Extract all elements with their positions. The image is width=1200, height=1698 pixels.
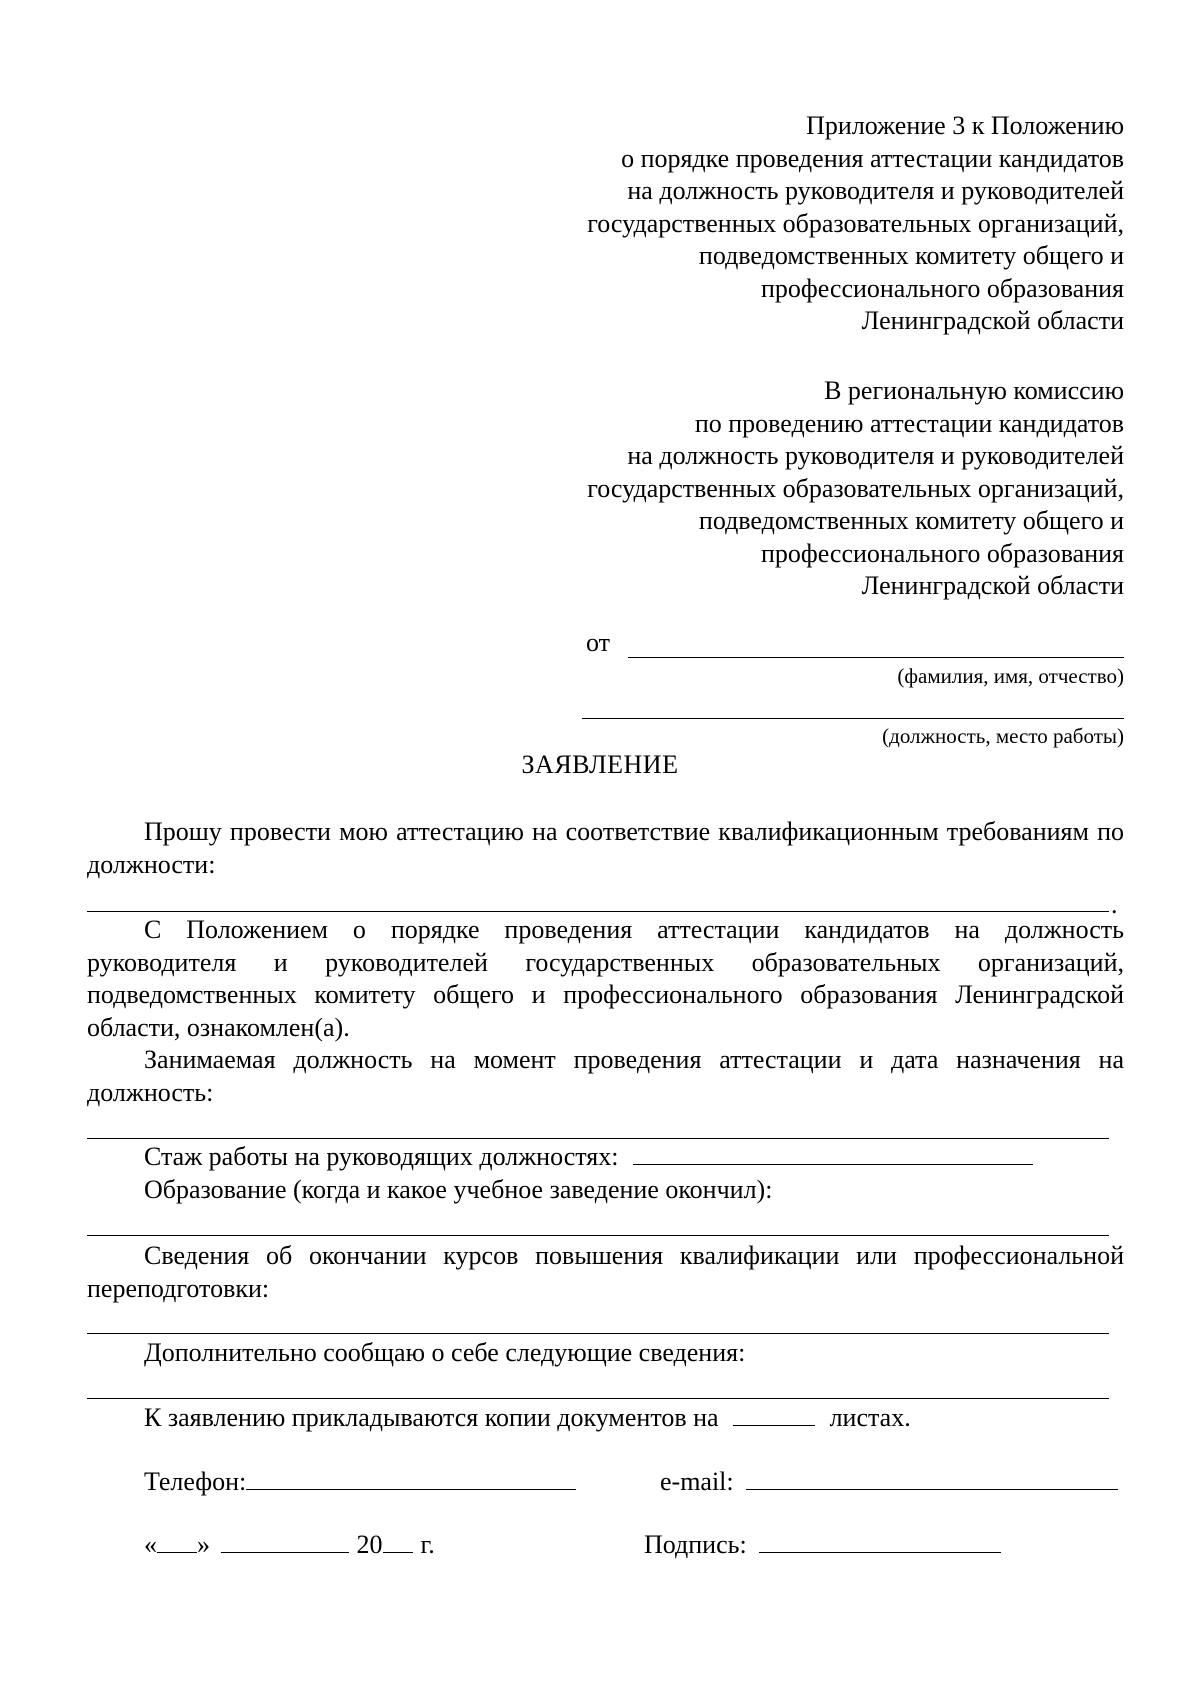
- period-mark: .: [1111, 890, 1118, 919]
- signature-label: Подпись:: [644, 1530, 747, 1559]
- education-label: Образование (когда и какое учебное заведение окончил):: [144, 1175, 773, 1204]
- phone-field[interactable]: [246, 1467, 576, 1490]
- attachments-row: [144, 1403, 911, 1433]
- addressee-line: государственных образовательных организаций,: [587, 473, 1124, 503]
- email-label: e-mail:: [660, 1467, 734, 1496]
- requested-position-field[interactable]: [87, 911, 1109, 912]
- date-year-field[interactable]: [383, 1530, 413, 1553]
- date-year-suffix: г.: [420, 1530, 435, 1559]
- phone-label: Телефон:: [144, 1467, 247, 1496]
- annex-line: подведомственных комитету общего и: [698, 241, 1124, 270]
- experience-label: Стаж работы на руководящих должностях:: [144, 1142, 619, 1171]
- full-name-hint: (фамилия, имя, отчество): [897, 664, 1124, 688]
- additional-label: Дополнительно сообщаю о себе следующие сведения:: [144, 1338, 746, 1367]
- attachments-suffix: листах.: [829, 1403, 911, 1432]
- email-field[interactable]: [746, 1467, 1118, 1490]
- signature-field[interactable]: [759, 1530, 1001, 1553]
- acquainted-paragraph: С Положением о порядке проведения аттестации кандидатов на должность руководителя и руководителей государственных образовательных организаций, подведомственных комитету общего и профессионального образования Ленинградской области, ознакомлен(а).: [87, 915, 1124, 1042]
- addressee-line: профессионального образования: [760, 538, 1124, 568]
- position-workplace-field[interactable]: [582, 718, 1124, 719]
- addressee-line: на должность руководителя и руководителей: [627, 441, 1124, 470]
- full-name-field[interactable]: [628, 657, 1124, 658]
- addressee-line: по проведению аттестации кандидатов: [694, 408, 1124, 438]
- date-row: [144, 1530, 435, 1560]
- date-year-prefix: 20: [356, 1530, 383, 1559]
- position-workplace-hint: (должность, место работы): [882, 724, 1124, 748]
- addressee-line: подведомственных комитету общего и: [698, 506, 1124, 535]
- current-position-field[interactable]: [87, 1138, 1109, 1139]
- signature-row: [644, 1530, 1001, 1560]
- email-row: [660, 1467, 1118, 1497]
- addressee-block: [587, 375, 1124, 603]
- current-position-paragraph: Занимаемая должность на момент проведения аттестации и дата назначения на должность:: [87, 1045, 1124, 1107]
- annex-line: о порядке проведения аттестации кандидатов: [621, 143, 1124, 173]
- date-month-field[interactable]: [221, 1530, 349, 1553]
- request-paragraph: Прошу провести мою аттестацию на соответствие квалификационным требованиям по должности:: [87, 817, 1124, 879]
- date-day-field[interactable]: [157, 1530, 197, 1553]
- education-field[interactable]: [87, 1235, 1109, 1236]
- addressee-line: В региональную комиссию: [824, 376, 1124, 405]
- annex-line: государственных образовательных организаций,: [587, 208, 1124, 238]
- from-row: [586, 628, 1124, 660]
- courses-paragraph: Сведения об окончании курсов повышения квалификации или профессиональной переподготовки:: [87, 1241, 1124, 1303]
- annex-line: профессионального образования: [760, 273, 1124, 303]
- courses-field[interactable]: [87, 1333, 1109, 1334]
- additional-info-field[interactable]: [87, 1398, 1109, 1399]
- annex-line: Ленинградской области: [861, 306, 1124, 335]
- phone-row: [144, 1467, 576, 1497]
- experience-row: [144, 1142, 1033, 1172]
- addressee-line: Ленинградской области: [861, 571, 1124, 600]
- annex-header: [587, 110, 1124, 338]
- attachments-prefix: К заявлению прикладываются копии документов на: [144, 1403, 719, 1432]
- from-label: от: [586, 628, 611, 657]
- date-close-quote: »: [197, 1530, 210, 1559]
- document-title: ЗАЯВЛЕНИЕ: [521, 750, 679, 779]
- annex-line: Приложение 3 к Положению: [806, 111, 1124, 140]
- date-open-quote: «: [144, 1530, 157, 1559]
- attachments-pages-field[interactable]: [733, 1403, 815, 1426]
- experience-field[interactable]: [633, 1142, 1033, 1165]
- annex-line: на должность руководителя и руководителей: [627, 176, 1124, 205]
